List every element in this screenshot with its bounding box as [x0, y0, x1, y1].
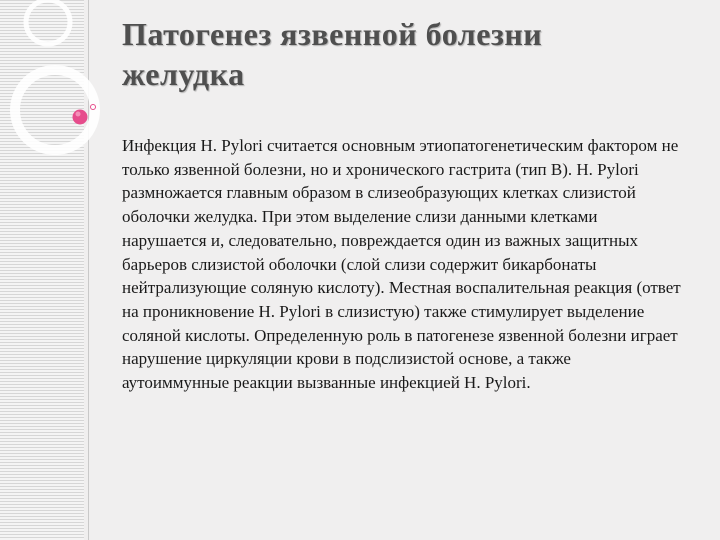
small-pink-ring	[91, 105, 96, 110]
decorative-circles-icon	[0, 0, 120, 200]
large-ring	[15, 70, 95, 150]
pink-dot	[73, 110, 88, 125]
slide-title-line-1: Патогенез язвенной болезни	[122, 16, 543, 52]
small-ring	[26, 0, 70, 44]
pink-dot-highlight	[76, 112, 81, 117]
slide-body-text: Инфекция H. Pylori считается основным этиопатогенетическим фактором не только язвенной болезни, но и хронического гастрита (тип B). H. Pylori размножается главным образом в слизеобразующих клетках слизистой оболочки желудка. При этом выделение слизи данными клетками нарушается и, следовательно, повреждается один из важных защитных барьеров слизистой оболочки (слой слизи содержит бикарбонаты нейтрализующие соляную кислоту). Местная воспалительная реакция (ответ на проникновение H. Pylori в слизистую) также стимулирует выделение соляной кислоты. Определенную роль в патогенезе язвенной болезни играет нарушение циркуляции крови в подслизистой основе, а также аутоиммунные реакции вызванные инфекцией H. Pylori.	[122, 136, 681, 393]
slide-title-line-2: желудка	[122, 56, 245, 92]
slide-title	[122, 14, 702, 94]
